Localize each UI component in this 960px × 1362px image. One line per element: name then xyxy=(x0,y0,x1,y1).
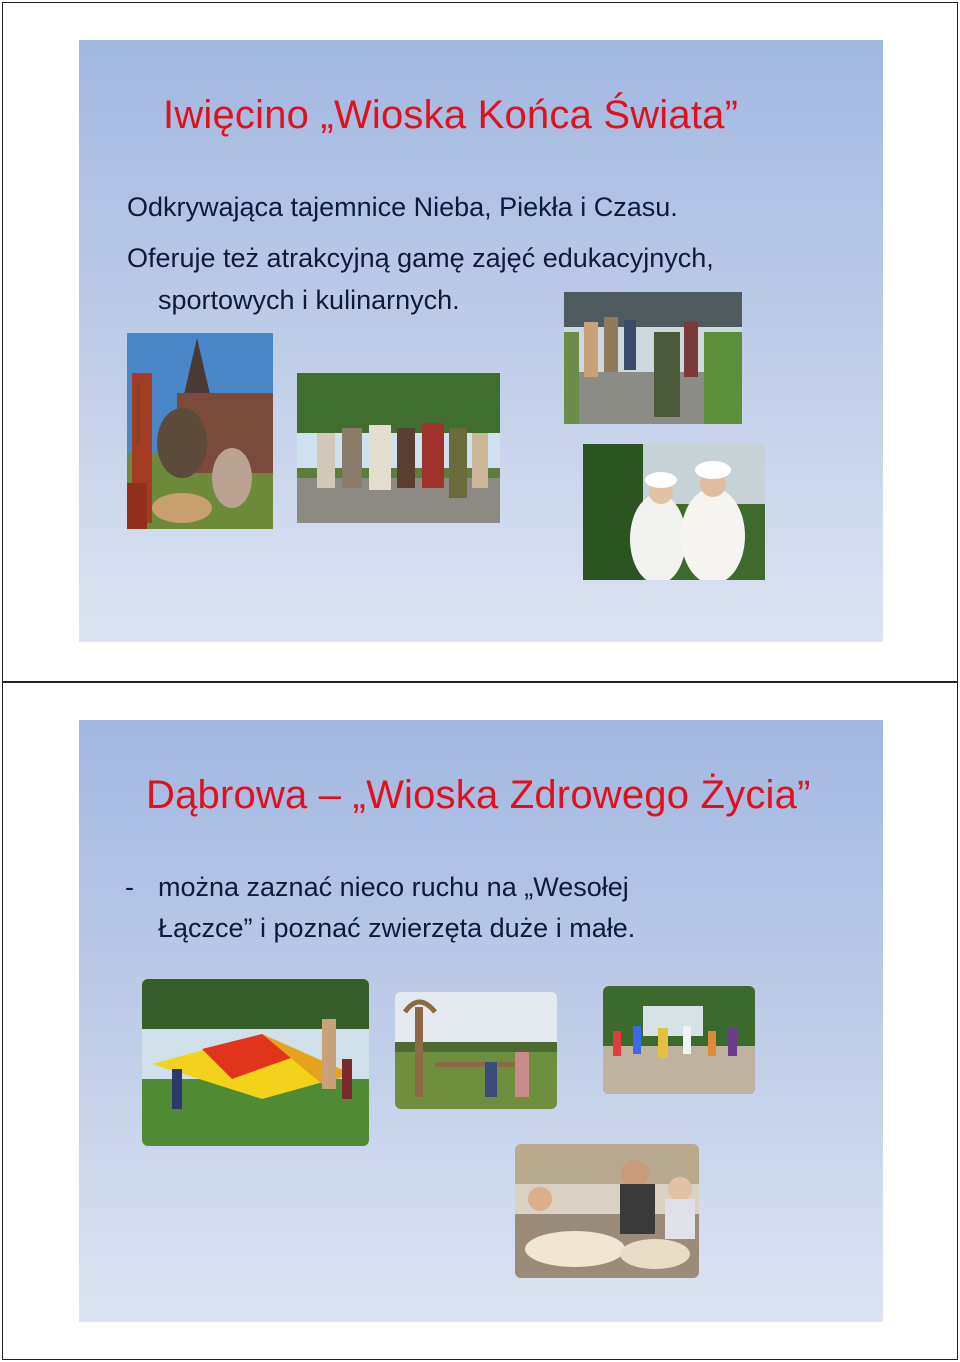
slide-title: Iwięcino „Wioska Końca Świata” xyxy=(163,93,739,137)
slide-iwiecino xyxy=(79,40,883,642)
photo-cooking-workshop xyxy=(515,1144,699,1278)
photo-playground-children xyxy=(603,986,755,1094)
slide-text-line: Oferuje też atrakcyjną gamę zajęć edukacyjnych, xyxy=(127,243,714,273)
slide-text-line: sportowych i kulinarnych. xyxy=(158,285,460,315)
bullet-dash: - xyxy=(125,872,134,902)
photo-parachute-game xyxy=(142,979,369,1146)
photo-street-procession xyxy=(564,292,742,424)
slide-title: Dąbrowa – „Wioska Zdrowego Życia” xyxy=(146,773,811,817)
photo-angel-costumes xyxy=(583,444,765,580)
photo-costume-group xyxy=(297,373,500,523)
photo-church-carvings xyxy=(127,333,273,529)
slide-text-line: Łączce” i poznać zwierzęta duże i małe. xyxy=(158,913,636,943)
slide-dabrowa xyxy=(79,720,883,1322)
photo-wooden-sculptures xyxy=(395,992,557,1109)
slide-text-line: Odkrywająca tajemnice Nieba, Piekła i Czasu. xyxy=(127,192,678,222)
slide-text-line: można zaznać nieco ruchu na „Wesołej xyxy=(158,872,629,902)
